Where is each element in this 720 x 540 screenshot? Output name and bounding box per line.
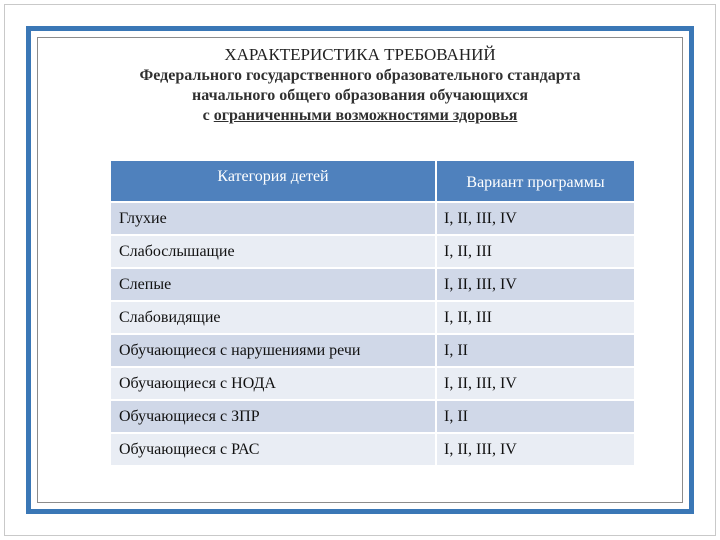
title-heading: ХАРАКТЕРИСТИКА ТРЕБОВАНИЙ	[224, 45, 496, 64]
title-prefix: с	[202, 107, 214, 124]
cell-category: Обучающиеся с РАС	[111, 432, 437, 465]
title-line-education: начального общего образования обучающихся	[192, 87, 528, 104]
table-row	[111, 366, 634, 399]
table-row	[111, 267, 634, 300]
cell-category: Обучающиеся с НОДА	[111, 366, 437, 399]
slide-title	[60, 44, 660, 126]
table-row	[111, 201, 634, 234]
table-row	[111, 432, 634, 465]
cell-variant: I, II, III	[437, 234, 634, 267]
cell-variant: I, II, III, IV	[437, 201, 634, 234]
cell-category: Слабослышащие	[111, 234, 437, 267]
cell-category: Глухие	[111, 201, 437, 234]
cell-category: Слепые	[111, 267, 437, 300]
table-row	[111, 399, 634, 432]
table-row	[111, 300, 634, 333]
cell-variant: I, II, III	[437, 300, 634, 333]
table-header-row	[111, 161, 634, 201]
table-row	[111, 333, 634, 366]
title-line-standard: Федерального государственного образовательного стандарта	[139, 67, 581, 84]
requirements-table	[111, 161, 634, 465]
cell-variant: I, II, III, IV	[437, 432, 634, 465]
cell-variant: I, II, III, IV	[437, 366, 634, 399]
header-category	[111, 161, 437, 201]
table-row	[111, 234, 634, 267]
header-category-label: Категория детей	[217, 168, 329, 185]
cell-variant: I, II	[437, 333, 634, 366]
cell-category: Обучающиеся с нарушениями речи	[111, 333, 437, 366]
cell-variant: I, II	[437, 399, 634, 432]
title-underlined-text: ограниченными возможностями здоровья	[213, 107, 518, 124]
header-program-variant: Вариант программы	[437, 161, 634, 201]
cell-variant: I, II, III, IV	[437, 267, 634, 300]
title-line-disabilities	[60, 106, 660, 126]
cell-category: Слабовидящие	[111, 300, 437, 333]
cell-category: Обучающиеся с ЗПР	[111, 399, 437, 432]
